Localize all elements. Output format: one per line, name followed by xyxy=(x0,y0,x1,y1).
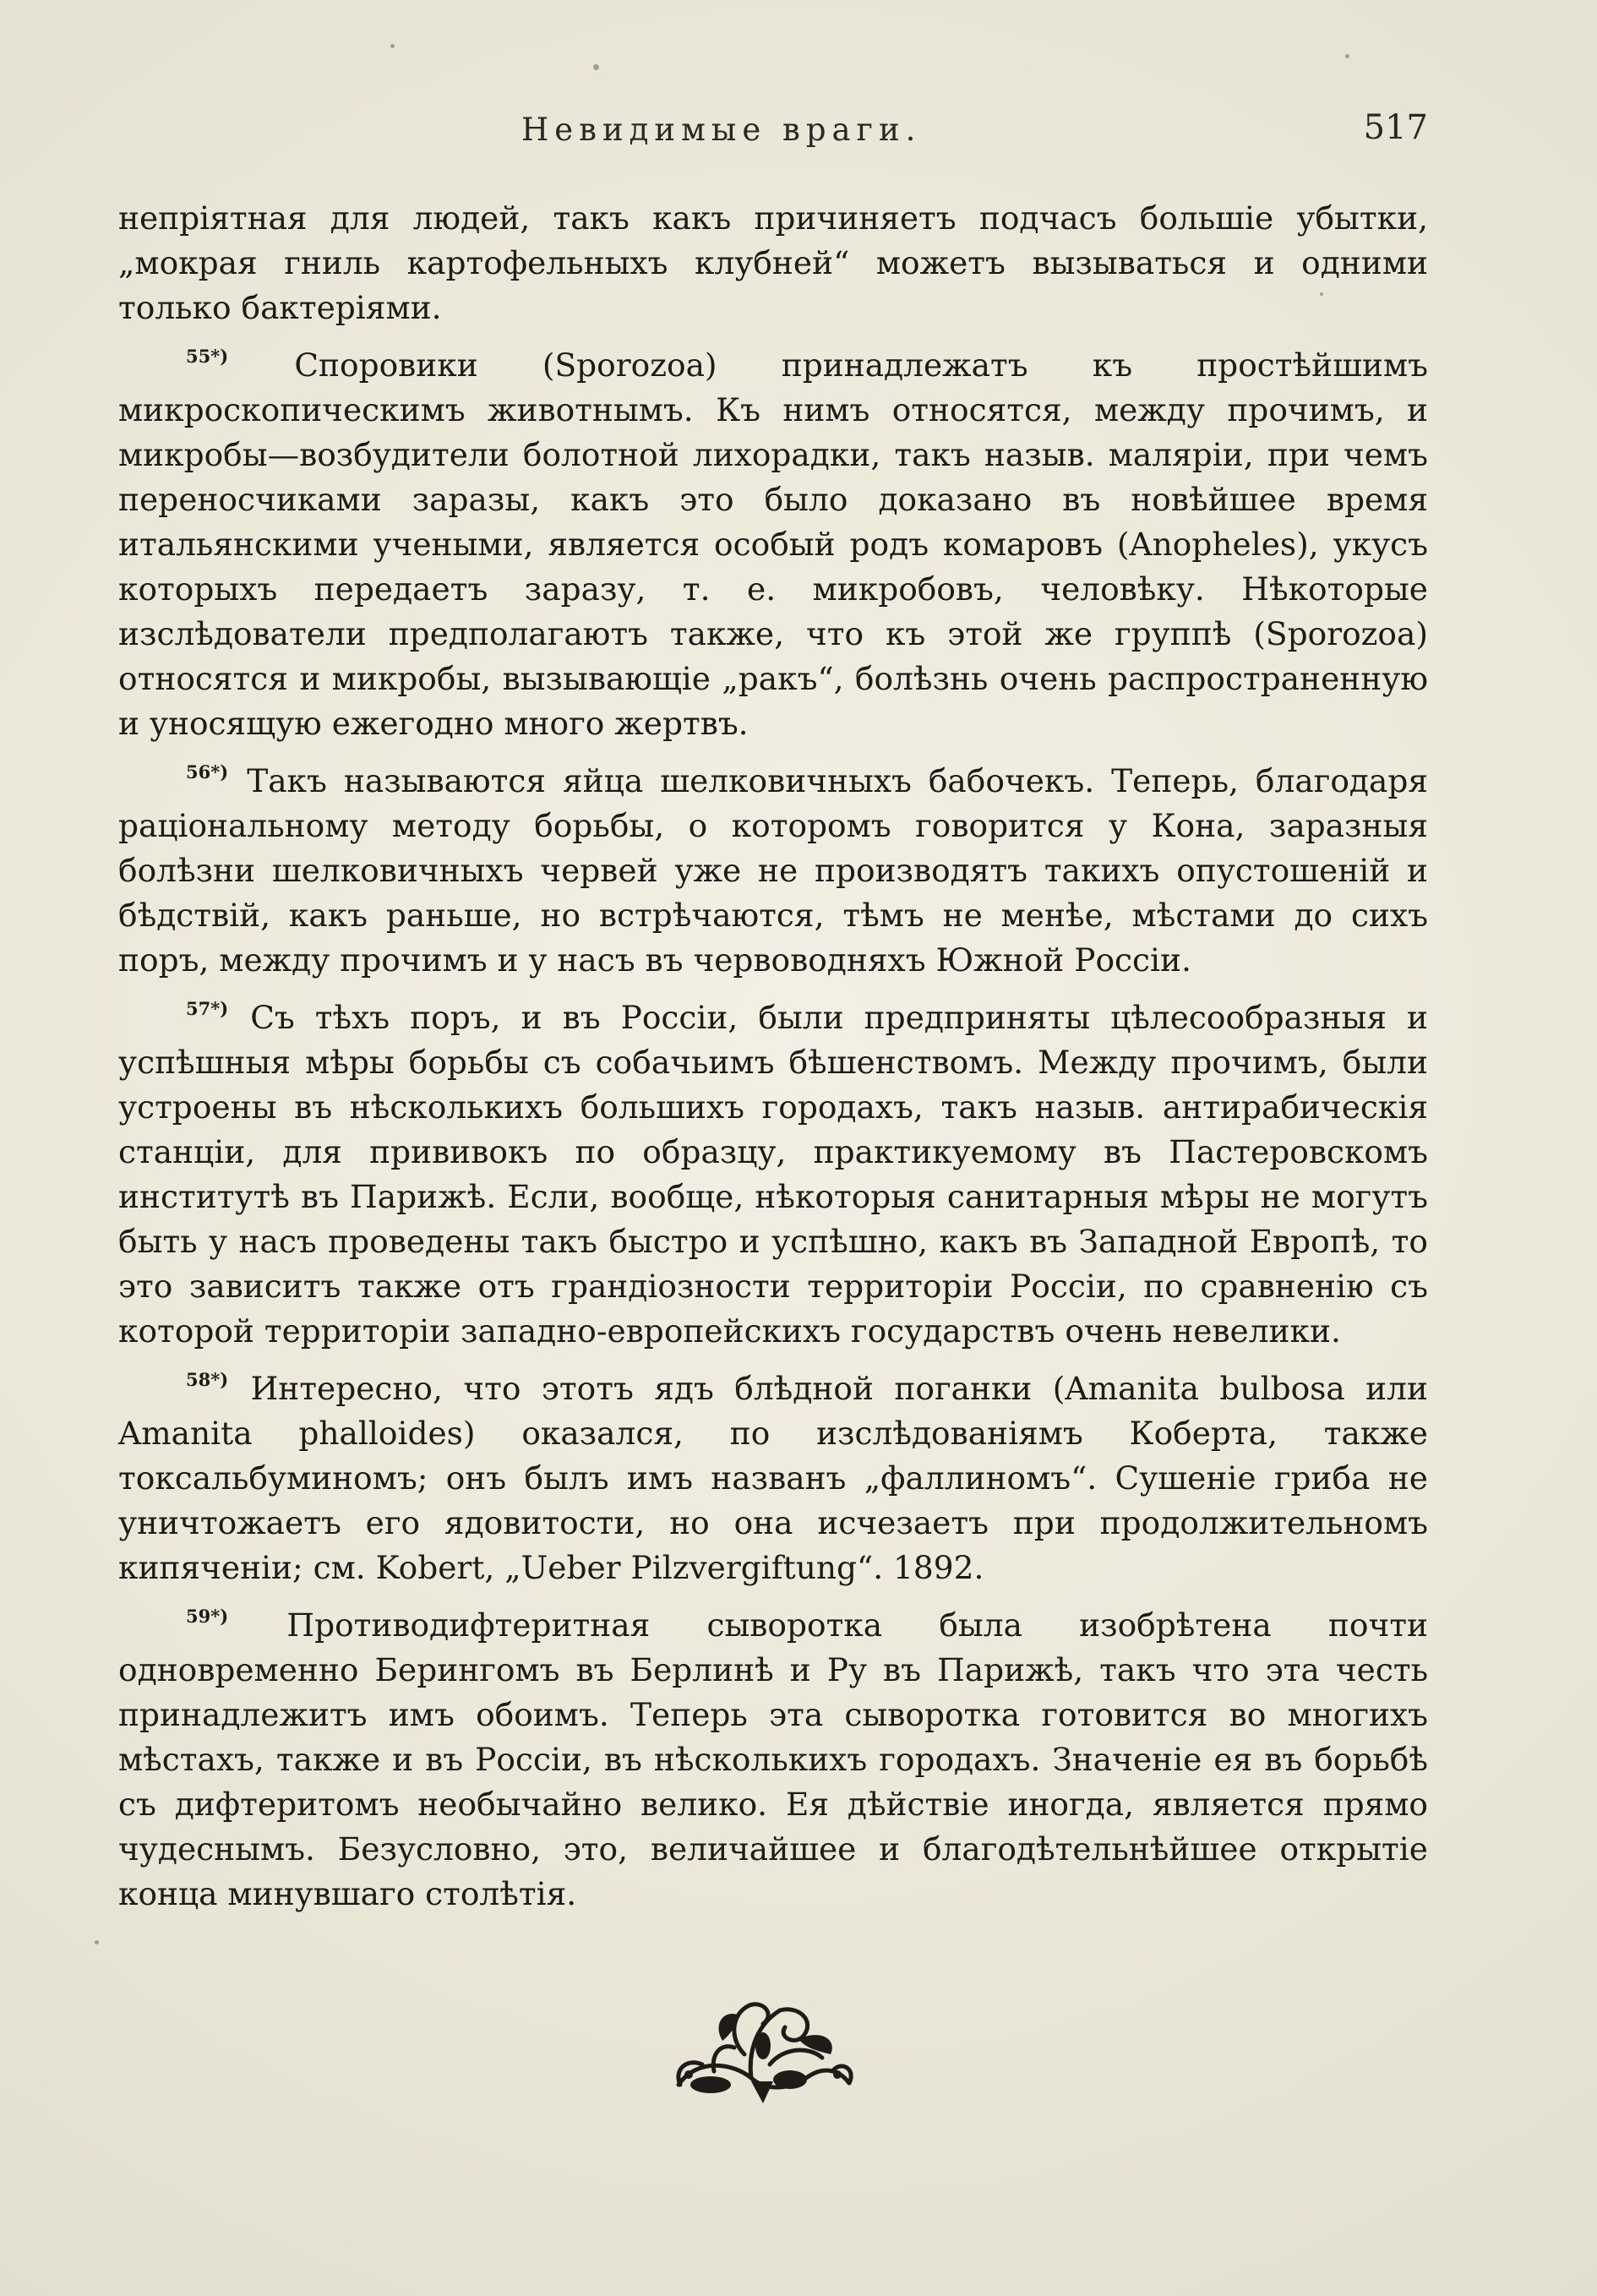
paragraph-text: непріятная для людей, такъ какъ причиняетъ подчасъ большіе убытки, „мокрая гниль картофельныхъ клубней“ можетъ вызываться и одними только бактеріями. xyxy=(118,199,1428,326)
footnote-marker: 58*) xyxy=(186,1369,229,1390)
paragraph-continuation xyxy=(118,196,1428,330)
footnote-text: Интересно, что этотъ ядъ блѣдной поганки (Amanita bulbosa или Amanita phalloides) оказался, по изслѣдованіямъ Коберта, также токсальбуминомъ; онъ былъ имъ названъ „фаллиномъ“. Сушеніе гриба не уничтожаетъ его ядовитости, но она исчезаетъ при продолжительномъ кипяченіи; см. Kobert, „Ueber Pilzvergiftung“. 1892. xyxy=(118,1370,1428,1586)
footnote-text: Противодифтеритная сыворотка была изобрѣтена почти одновременно Берингомъ въ Берлинѣ и Ру въ Парижѣ, такъ что эта честь принадлежитъ имъ обоимъ. Теперь эта сыворотка готовится во многихъ мѣстахъ, также и въ Россіи, въ нѣсколькихъ городахъ. Значеніе ея въ борьбѣ съ дифтеритомъ необычайно велико. Ея дѣйствіе иногда, является прямо чудеснымъ. Безусловно, это, величайшее и благодѣтельнѣйшее открытіе конца минувшаго столѣтія. xyxy=(118,1606,1428,1912)
floral-ornament-icon xyxy=(663,1990,862,2108)
footnote-58 xyxy=(118,1357,1428,1590)
paper-speck xyxy=(1345,54,1349,58)
footnote-55 xyxy=(118,334,1428,746)
page-header xyxy=(114,108,1428,159)
running-title: Невидимые враги. xyxy=(521,112,922,148)
footnote-59 xyxy=(118,1594,1428,1917)
page-number: 517 xyxy=(1363,108,1428,147)
footnote-marker: 55*) xyxy=(186,346,229,367)
paper-speck xyxy=(95,1940,99,1944)
footnote-text: Съ тѣхъ поръ, и въ Россіи, были предприняты цѣлесообразныя и успѣшныя мѣры борьбы съ собачьимъ бѣшенствомъ. Между прочимъ, были устроены въ нѣсколькихъ большихъ городахъ, такъ назыв. антирабическія станціи, для прививокъ по образцу, практикуемому въ Пастеровскомъ институтѣ въ Парижѣ. Если, вообще, нѣкоторыя санитарныя мѣры не могутъ быть у насъ проведены такъ быстро и успѣшно, какъ въ Западной Европѣ, то это зависитъ также отъ грандіозности территоріи Россіи, по сравненію съ которой территоріи западно-европейскихъ государствъ очень невелики. xyxy=(118,999,1429,1350)
footnote-marker: 59*) xyxy=(186,1606,229,1627)
footnote-57 xyxy=(118,986,1428,1354)
paper-speck xyxy=(390,44,395,48)
footnote-text: Споровики (Sporozoa) принадлежатъ къ простѣйшимъ микроскопическимъ животнымъ. Къ нимъ относятся, между прочимъ, и микробы—возбудители болотной лихорадки, такъ назыв. маляріи, при чемъ переносчиками заразы, какъ это было доказано въ новѣйшее время итальянскими учеными, является особый родъ комаровъ (Anopheles), укусъ которыхъ передаетъ заразу, т. е. микробовъ, человѣку. Нѣкоторые изслѣдователи предполагаютъ также, что къ этой же группѣ (Sporozoa) относятся и микробы, вызывающіе „ракъ“, болѣзнь очень распространенную и уносящую ежегодно много жертвъ. xyxy=(118,346,1429,742)
paper-speck xyxy=(593,64,599,70)
footnote-56 xyxy=(118,750,1428,983)
footnote-marker: 57*) xyxy=(186,998,229,1019)
footnote-text: Такъ называются яйца шелковичныхъ бабочекъ. Теперь, благодаря раціональному методу борьбы, о которомъ говорится у Кона, заразныя болѣзни шелковичныхъ червей уже не производятъ такихъ опустошеній и бѣдствій, какъ раньше, но встрѣчаются, тѣмъ не менѣе, мѣстами до сихъ поръ, между прочимъ и у насъ въ червоводняхъ Южной Россіи. xyxy=(118,762,1429,979)
body-text xyxy=(118,196,1428,1920)
footnote-marker: 56*) xyxy=(186,761,229,783)
